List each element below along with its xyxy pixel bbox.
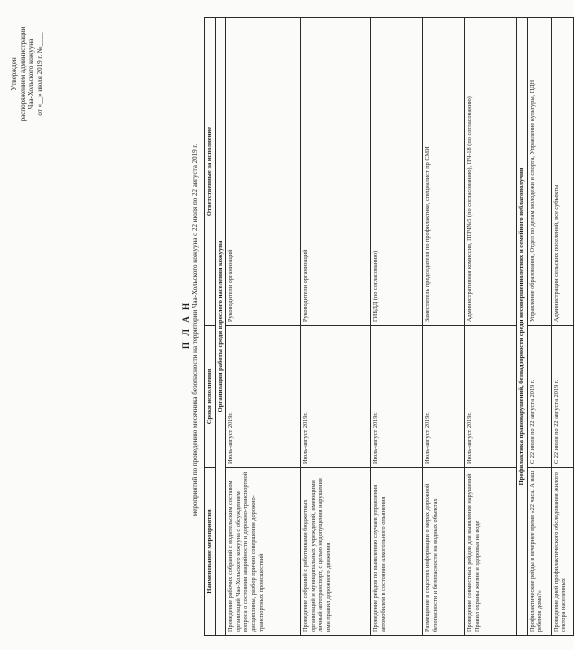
table-row [226, 18, 301, 636]
row-responsible: Руководители организаций [301, 18, 371, 326]
row-term: Июль-август 2019г. [371, 326, 423, 468]
header-name: Наименование мероприятия [205, 468, 216, 636]
row-name: Проведение совместных рейдов для выявления нарушений Правил охраны жизни и здоровья на воде [465, 468, 517, 636]
row-responsible: Управление образования, Отдел по делам молодежи и спорта, Управление культуры, ПДН [527, 18, 551, 326]
table-row [371, 18, 423, 636]
row-term: Июль-август 2019г. [423, 326, 465, 468]
events-table [204, 17, 574, 636]
table-row [423, 18, 465, 636]
row-responsible: Заместитель председателя по профилактике, специалист пр СМИ [423, 18, 465, 326]
row-term: С 22 июля по 22 августа 2019 г. [551, 326, 573, 468]
approval-line: от «__» июля 2019 г. №____ [35, 32, 44, 116]
plan-subtitle: мероприятий по проведению месячника безопасности на территории Чаа-Хольского кожууна с 22 июля по 22 августа 2019 г. [191, 143, 199, 517]
row-name: Проведение собраний с работниками бюджетных организаций и муниципальных учреждений, имеющими личный автотранспорт, с целью недопущения нарушения ими правил дорожного движения [301, 468, 371, 636]
section-row [215, 18, 226, 636]
row-name: Проведение рейдов по выявлению случаев управления автомобилем в состоянии алкогольного опьянения [371, 468, 423, 636]
row-name: Профилактические рейды в вечернее время «22 часа. А ваш ребенок дома?» [527, 468, 551, 636]
row-term: Июль-август 2019г. [465, 326, 517, 468]
table-header-row [205, 18, 216, 636]
plan-title: П Л А Н [181, 301, 191, 349]
row-term: Июль-август 2019г. [226, 326, 301, 468]
row-responsible: ГИБДД (по согласованию) [371, 18, 423, 326]
row-term: С 22 июля по 22 августа 2019 г. [527, 326, 551, 468]
section-row [517, 18, 528, 636]
table-row [301, 18, 371, 636]
approval-line: Чаа-Хольского кожууна [27, 38, 36, 110]
table-row [465, 18, 517, 636]
approval-block [10, 0, 44, 154]
row-name: Проведение рабочих собраний с водительским составом организаций Чаа-Хольского кожууна с обсуждением вопроса о состоянии аварийности и дорожно-транспортной дисциплины, разбор причин совершения дорожно-транспортных происшествий [226, 468, 301, 636]
header-term: Сроки исполнения [205, 326, 216, 468]
row-responsible: Администрации сельских поселений, все субъекты [551, 18, 573, 326]
header-responsible: Ответственные за исполнение [205, 18, 216, 326]
approval-line: распоряжением администрации [18, 26, 27, 122]
row-responsible: Административная комиссия, ППЧ№5 (по согласованию), ПЧ-18 (по согласованию) [465, 18, 517, 326]
row-responsible: Руководители организаций [226, 18, 301, 326]
approval-line: Утвержден [10, 57, 18, 91]
row-term: Июль-август 2019г. [301, 326, 371, 468]
section-title: Организация работы среди взрослого населения кожууна [215, 18, 226, 636]
section-title: Профилактика правонарушений, безнадзорности среди несовершеннолетних и семейного неблагополучия [517, 18, 528, 636]
table-row [551, 18, 573, 636]
row-name: Проведение дней профилактического обследования жилого сектора населенных [551, 468, 573, 636]
table-row [527, 18, 551, 636]
row-name: Размещение в соцсетях информации о мерах дорожной безопасности и безопасности на водных объектах [423, 468, 465, 636]
